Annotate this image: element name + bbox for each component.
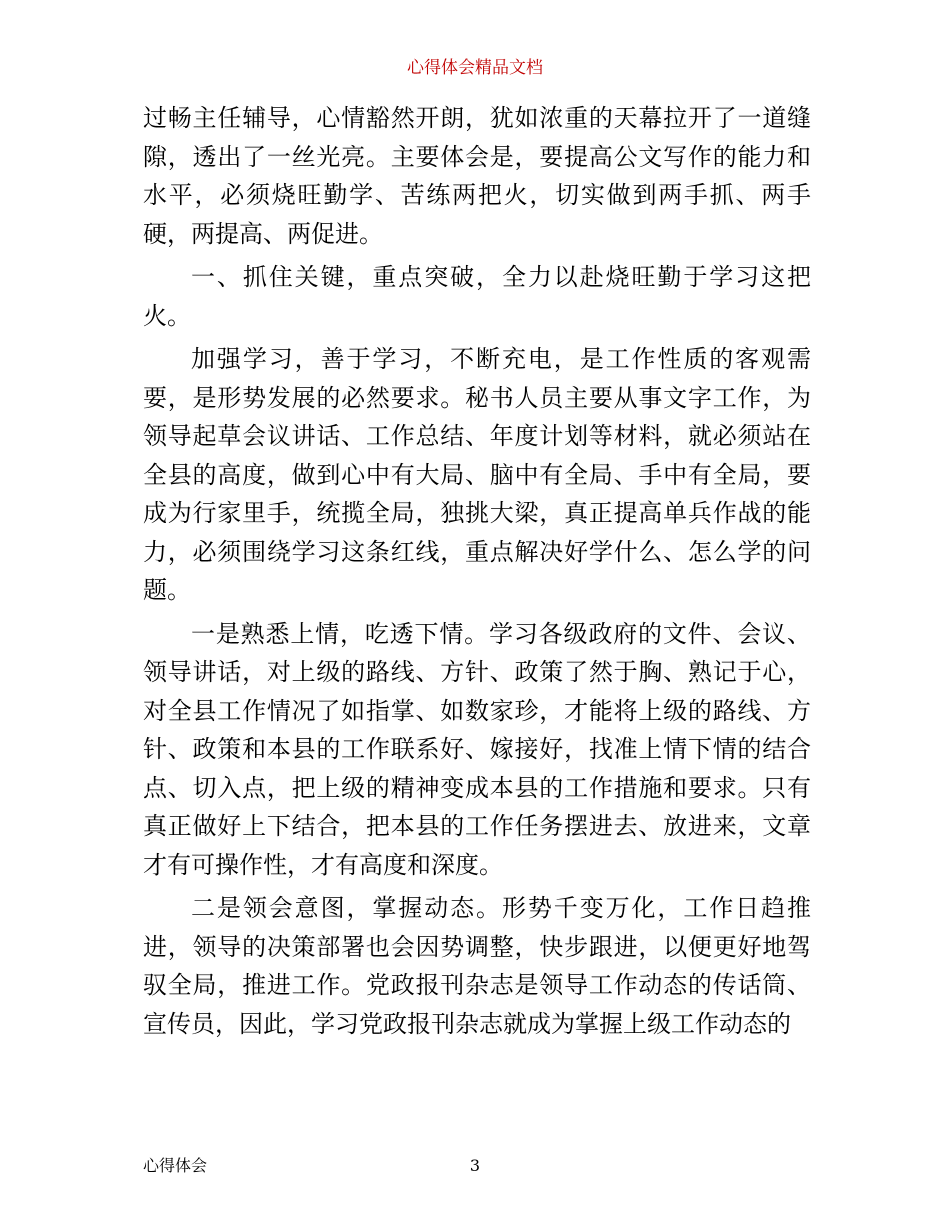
paragraph: 二是领会意图，掌握动态。形势千变万化，工作日趋推进，领导的决策部署也会因势调整，快步跟进，以便更好地驾驭全局，推进工作。党政报刊杂志是领导工作动态的传话筒、宣传员，因此，学习党政报刊杂志就成为掌握上级工作动态的	[143, 894, 811, 1038]
page-footer-label: 心得体会	[143, 1156, 208, 1175]
paragraph-continuation: 过畅主任辅导，心情豁然开朗，犹如浓重的天幕拉开了一道缝隙，透出了一丝光亮。主要体会是，要提高公文写作的能力和水平，必须烧旺勤学、苦练两把火，切实做到两手抓、两手硬，两提高、两促进。	[143, 104, 811, 248]
page-number: 3	[469, 1156, 481, 1175]
page-header-title: 心得体会精品文档	[407, 58, 543, 78]
paragraph: 加强学习，善于学习，不断充电，是工作性质的客观需要，是形势发展的必然要求。秘书人员主要从事文字工作，为领导起草会议讲话、工作总结、年度计划等材料，就必须站在全县的高度，做到心中有大局、脑中有全局、手中有全局，要成为行家里手，统揽全局，独挑大梁，真正提高单兵作战的能力，必须围绕学习这条红线，重点解决好学什么、怎么学的问题。	[143, 345, 811, 604]
paragraph: 一是熟悉上情，吃透下情。学习各级政府的文件、会议、领导讲话，对上级的路线、方针、政策了然于胸、熟记于心，对全县工作情况了如指掌、如数家珍，才能将上级的路线、方针、政策和本县的工作联系好、嫁接好，找准上情下情的结合点、切入点，把上级的精神变成本县的工作措施和要求。只有真正做好上下结合，把本县的工作任务摆进去、放进来，文章才有可操作性，才有高度和深度。	[143, 619, 811, 879]
paragraph-section-heading: 一、抓住关键，重点突破，全力以赴烧旺勤于学习这把火。	[143, 263, 811, 330]
document-body	[143, 99, 811, 1048]
